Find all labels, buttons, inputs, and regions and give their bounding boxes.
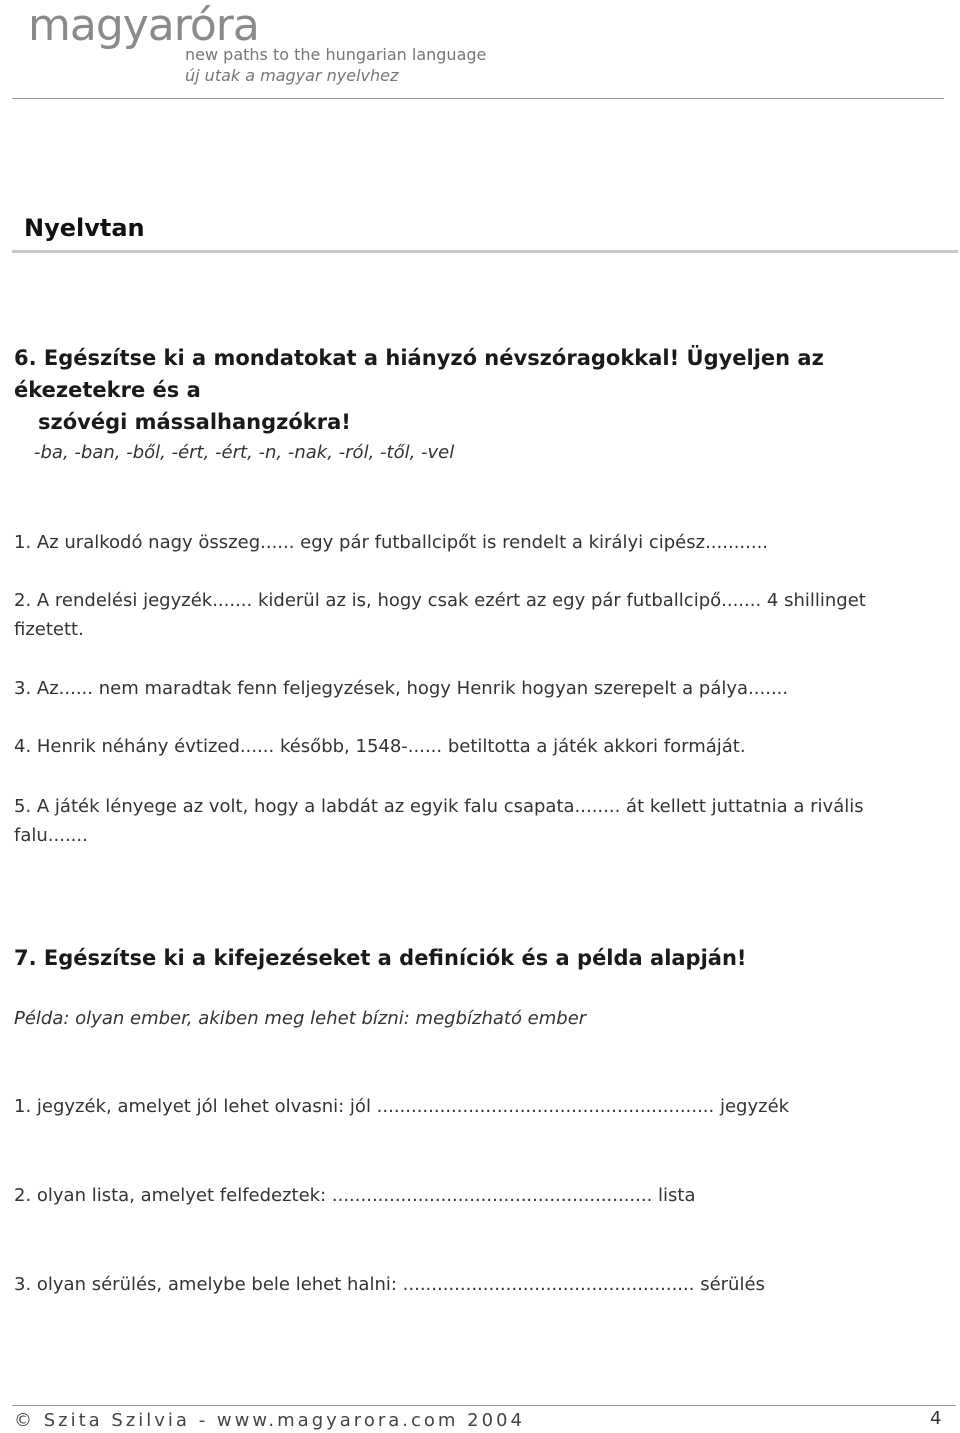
- exercise-6-heading-line2: szóvégi mássalhangzókra!: [38, 410, 351, 434]
- exercise-7-question: 2. olyan lista, amelyet felfedeztek: ........................................................ lista: [14, 1185, 696, 1206]
- exercise-7-heading: 7. Egészítse ki a kifejezéseket a definíciók és a példa alapján!: [14, 946, 747, 970]
- exercise-6-item: 3. Az...... nem maradtak fenn feljegyzések, hogy Henrik hogyan szerepelt a pálya.......: [14, 678, 789, 699]
- exercise-6-item: 1. Az uralkodó nagy összeg...... egy pár futballcipőt is rendelt a királyi cipész...........: [14, 532, 769, 553]
- footer-copyright: © Szita Szilvia - www.magyarora.com 2004: [14, 1410, 525, 1431]
- header-divider: [12, 98, 944, 99]
- exercise-7-example: Példa: olyan ember, akiben meg lehet bízni: megbízható ember: [14, 1008, 587, 1029]
- tagline-english: new paths to the hungarian language: [185, 45, 487, 64]
- exercise-6-item: 5. A játék lényege az volt, hogy a labdát az egyik falu csapata........ át kellett juttatnia a rivális falu.......: [14, 796, 864, 846]
- exercise-6-item: 4. Henrik néhány évtized...... később, 1548-...... betiltotta a játék akkori formáját.: [14, 736, 746, 757]
- exercise-6-heading-line1: 6. Egészítse ki a mondatokat a hiányzó névszóragokkal! Ügyeljen az ékezetekre és a: [14, 346, 824, 402]
- exercise-6-item: 2. A rendelési jegyzék....... kiderül az is, hogy csak ezért az egy pár futballcipő....... 4 shillinget fizetett.: [14, 590, 866, 640]
- section-divider: [12, 250, 958, 253]
- logo: magyaróra: [28, 0, 259, 51]
- section-title: Nyelvtan: [24, 214, 145, 242]
- exercise-7-question: 3. olyan sérülés, amelybe bele lehet halni: ................................................... sérülés: [14, 1274, 765, 1295]
- exercise-7-question: 1. jegyzék, amelyet jól lehet olvasni: jól ........................................................... jegyzék: [14, 1096, 790, 1117]
- page-number: 4: [930, 1408, 942, 1429]
- tagline-hungarian: új utak a magyar nyelvhez: [185, 66, 399, 85]
- exercise-6-heading: [14, 342, 934, 438]
- suffix-list: -ba, -ban, -ből, -ért, -ért, -n, -nak, -ról, -től, -vel: [34, 442, 455, 463]
- footer-divider: [12, 1405, 956, 1406]
